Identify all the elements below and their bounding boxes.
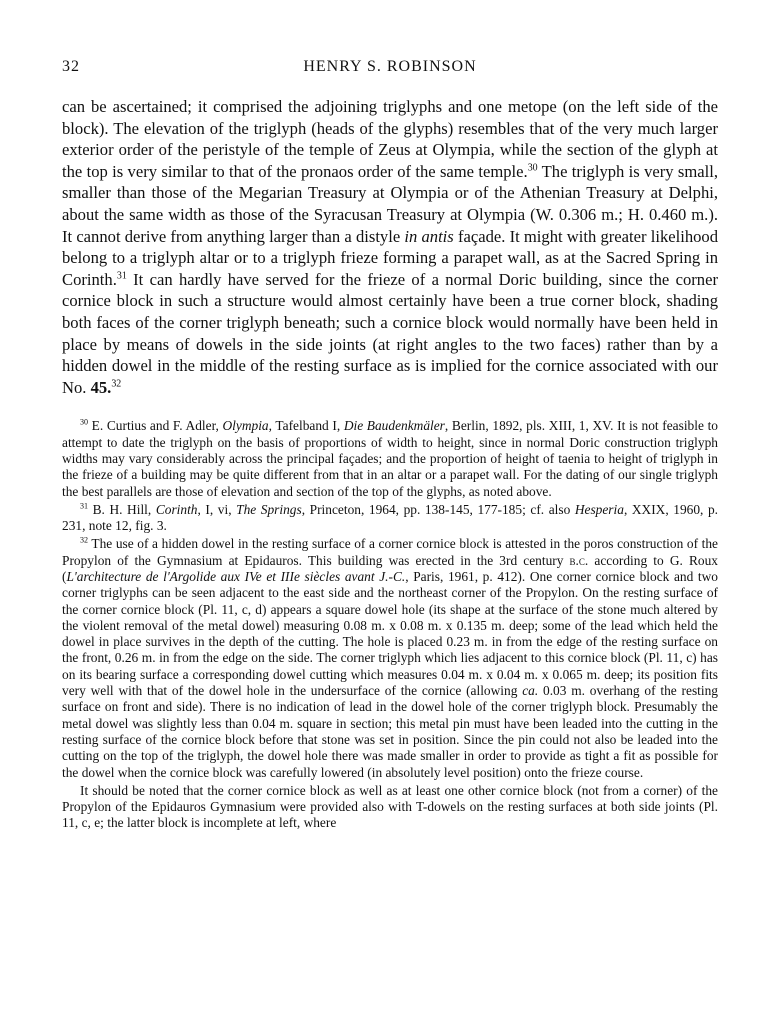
text-run: , Berlin, 1892, pls. XIII, 1, XV. It is not feasible to attempt to date the triglyph on the basis of proportions of width to height, since in normal Doric construction triglyph widths may vary considerably across the principal façades; and the proportion of height of taenia to height of triglyph in the frieze of a building may be quite different from that in an altar or a parapet wall. For the dating of our single triglyph the best parallels are those of elevation and section of the top of the glyphs, as noted above. xyxy=(62,418,718,499)
body-paragraph xyxy=(62,96,718,398)
text-run: B. H. Hill, xyxy=(88,501,156,517)
footnote-number: 31 xyxy=(80,501,89,511)
text-run: The use of a hidden dowel in the resting surface of a corner cornice block is attested in the poros construction of the Propylon of the Gymnasium at Epidauros. This building was erected in the 3rd century xyxy=(62,536,718,568)
text-run: E. Curtius and F. Adler, xyxy=(88,418,223,434)
running-head: HENRY S. ROBINSON xyxy=(303,58,477,75)
italic-run: Hesperia xyxy=(574,501,624,517)
footnotes xyxy=(62,418,718,831)
italic-run: Die Baudenkmäler xyxy=(343,418,445,434)
text-run: , Princeton, 1964, pp. 138-145, 177-185; cf. also xyxy=(301,501,575,517)
footnote-ref-30[interactable]: 30 xyxy=(527,162,538,174)
footnote-31 xyxy=(62,502,718,535)
italic-run: Olympia xyxy=(222,418,269,434)
footnote-number: 32 xyxy=(80,535,89,545)
text-run: , XXIX, 1960, p. 231, note 12, fig. 3. xyxy=(62,501,718,534)
catalogue-number: 45. xyxy=(90,377,112,397)
footnote-30 xyxy=(62,418,718,499)
page xyxy=(62,58,718,832)
italic-run: The Springs xyxy=(236,501,302,517)
text-run: It can hardly have served for the frieze of a normal Doric building, since the corner cornice block in such a structure would almost certainly have been a true corner block, shading both faces of the corner triglyph beneath; such a cornice block would normally have been held in place by means of dowels in the side joints (at right angles to the two faces) rather than by a hidden dowel in the middle of the resting surface as is implied for the cornice associated with our No. xyxy=(62,269,718,397)
italic-run: Corinth xyxy=(155,501,198,517)
text-run: 0.03 m. overhang of the resting surface on front and side). There is no indication of lead in the dowel hole of the corner triglyph block. Presumably the metal dowel was slightly less than 0.04 m. square in section; this metal pin must have been leaded into the cutting in the resting surface of the cornice block before that stone was set in position. Since the pin could not also be leaded into the cutting on the top of the triglyph, the dowel hole there was made smaller in order to provide as tight a fit as possible for the dowel when the cornice block was carefully lowered (in absolutely level position) onto the frieze course. xyxy=(62,683,718,780)
italic-run: ca. xyxy=(522,683,539,699)
footnote-32-continued: It should be noted that the corner cornice block as well as at least one other cornice block (not from a corner) of the Propylon of the Epidauros Gymnasium were provided also with T-dowels on the resting surfaces at both side joints (Pl. 11, c, e; the latter block is incomplete at left, where xyxy=(62,782,718,831)
text-run: , Tafelband I, xyxy=(268,418,344,434)
text-run: , Paris, 1961, p. 412). One corner cornice block and two corner triglyphs can be seen adjacent to the east side and the northeast corner of the Propylon. On the resting surface of the corner cornice block (Pl. 11, c, d) appears a square dowel hole (its shape at the surface of the stone much altered by the violent removal of the metal dowel) measuring 0.08 m. x 0.08 m. x 0.135 m. deep; some of the lead which held the dowel in place survives in the depth of the cutting. The hole is placed 0.23 m. in from the edge of the resting surface on the front, 0.26 m. in from the edge on the side. The corner triglyph which lies adjacent to this cornice block (Pl. 11, c) has on its bearing surface a corresponding dowel cutting which measures 0.04 m. x 0.04 m. x 0.065 m. deep; its position fits very well with that of the dowel hole in the undersurface of the cornice (allowing xyxy=(62,568,718,699)
small-caps-run: b.c. xyxy=(569,552,589,568)
footnote-ref-32[interactable]: 32 xyxy=(111,378,122,390)
text-run: façade. It might with greater likelihood belong to a triglyph altar or to a triglyph frieze forming a parapet wall, as at the Sacred Spring in Corinth. xyxy=(62,226,719,289)
footnote-32 xyxy=(62,536,718,780)
footnote-number: 30 xyxy=(80,417,89,427)
text-run: , I, vi, xyxy=(197,501,237,517)
body-text xyxy=(62,96,718,398)
text-run: according to G. Roux ( xyxy=(62,552,718,584)
text-run: can be ascertained; it comprised the adjoining triglyphs and one metope (on the left side of the block). The elevation of the triglyph (heads of the glyphs) resembles that of the very much larger exterior order of the peristyle of the temple of Zeus at Olympia, while the section of the glyph at the top is very similar to that of the pronaos order of the same temple. xyxy=(62,97,718,181)
italic-run: in antis xyxy=(404,226,454,246)
footnote-ref-31[interactable]: 31 xyxy=(116,270,127,282)
italic-run: L'architecture de l'Argolide aux IVe et IIIe siècles avant J.-C. xyxy=(66,568,406,584)
page-header xyxy=(62,58,718,84)
page-number: 32 xyxy=(62,58,80,75)
text-run: The triglyph is very small, smaller than those of the Megarian Treasury at Olympia or of the Athenian Treasury at Delphi, about the same width as those of the Syracusan Treasury at Olympia (W. 0.306 m.; H. 0.460 m.). It cannot derive from anything larger than a distyle xyxy=(62,161,718,246)
